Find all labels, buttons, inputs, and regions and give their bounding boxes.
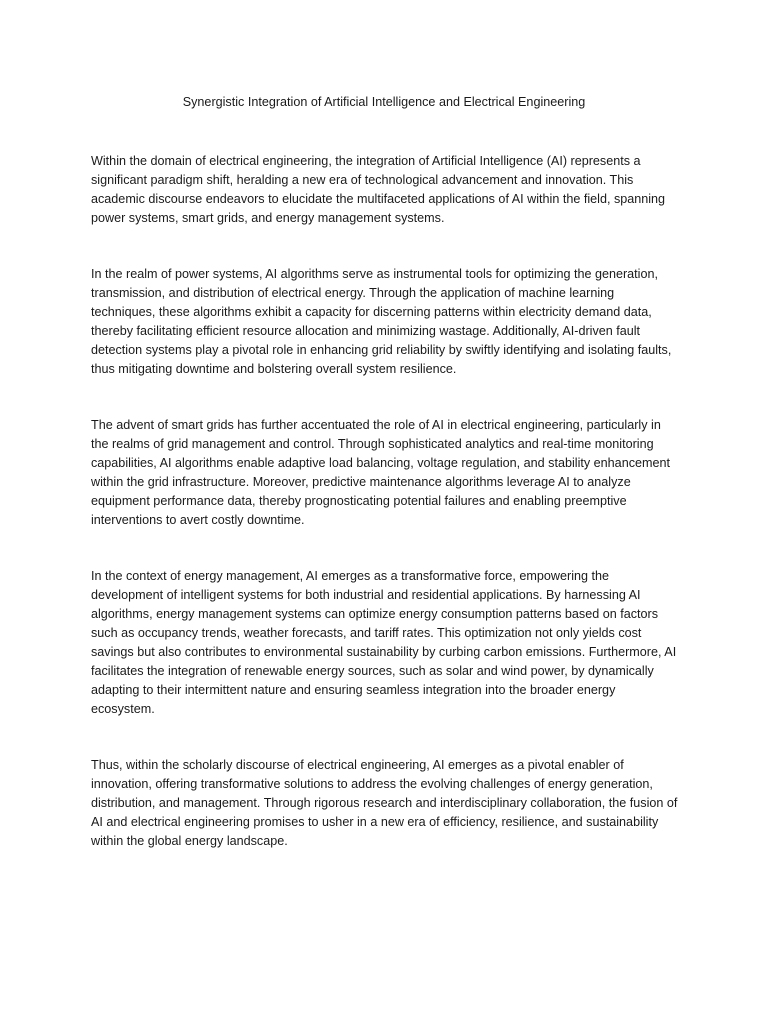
paragraph-conclusion: Thus, within the scholarly discourse of electrical engineering, AI emerges as a pivotal enabler of innovation, offering transformative solutions to address the evolving challenges of energy generation, distribution, and management. Through rigorous research and interdisciplinary collaboration, the fusion of AI and electrical engineering promises to usher in a new era of efficiency, resilience, and sustainability within the global energy landscape.	[91, 758, 678, 848]
paragraph-intro: Within the domain of electrical engineering, the integration of Artificial Intelligence (AI) represents a significant paradigm shift, heralding a new era of technological advancement and innovation. This academic discourse endeavors to elucidate the multifaceted applications of AI within the field, spanning power systems, smart grids, and energy management systems.	[91, 154, 666, 225]
document-title: Synergistic Integration of Artificial Intelligence and Electrical Engineering	[182, 95, 586, 109]
paragraph-power-systems: In the realm of power systems, AI algorithms serve as instrumental tools for optimizing the generation, transmission, and distribution of electrical energy. Through the application of machine learning techniques, these algorithms exhibit a capacity for discerning patterns within electricity demand data, thereby facilitating efficient resource allocation and minimizing wastage. Additionally, AI-driven fault detection systems play a pivotal role in enhancing grid reliability by swiftly identifying and isolating faults, thus mitigating downtime and bolstering overall system resilience.	[91, 267, 672, 376]
paragraph-energy-management: In the context of energy management, AI emerges as a transformative force, empowering the development of intelligent systems for both industrial and residential applications. By harnessing AI algorithms, energy management systems can optimize energy consumption patterns based on factors such as occupancy trends, weather forecasts, and tariff rates. This optimization not only yields cost savings but also contributes to environmental sustainability by curbing carbon emissions. Furthermore, AI facilitates the integration of renewable energy sources, such as solar and wind power, by dynamically adapting to their intermittent nature and ensuring seamless integration into the broader energy ecosystem.	[91, 569, 677, 716]
paragraph-smart-grids: The advent of smart grids has further accentuated the role of AI in electrical engineering, particularly in the realms of grid management and control. Through sophisticated analytics and real-time monitoring capabilities, AI algorithms enable adaptive load balancing, voltage regulation, and stability enhancement within the grid infrastructure. Moreover, predictive maintenance algorithms leverage AI to analyze equipment performance data, thereby prognosticating potential failures and enabling preemptive interventions to avert costly downtime.	[91, 418, 670, 527]
document-body	[91, 152, 681, 888]
